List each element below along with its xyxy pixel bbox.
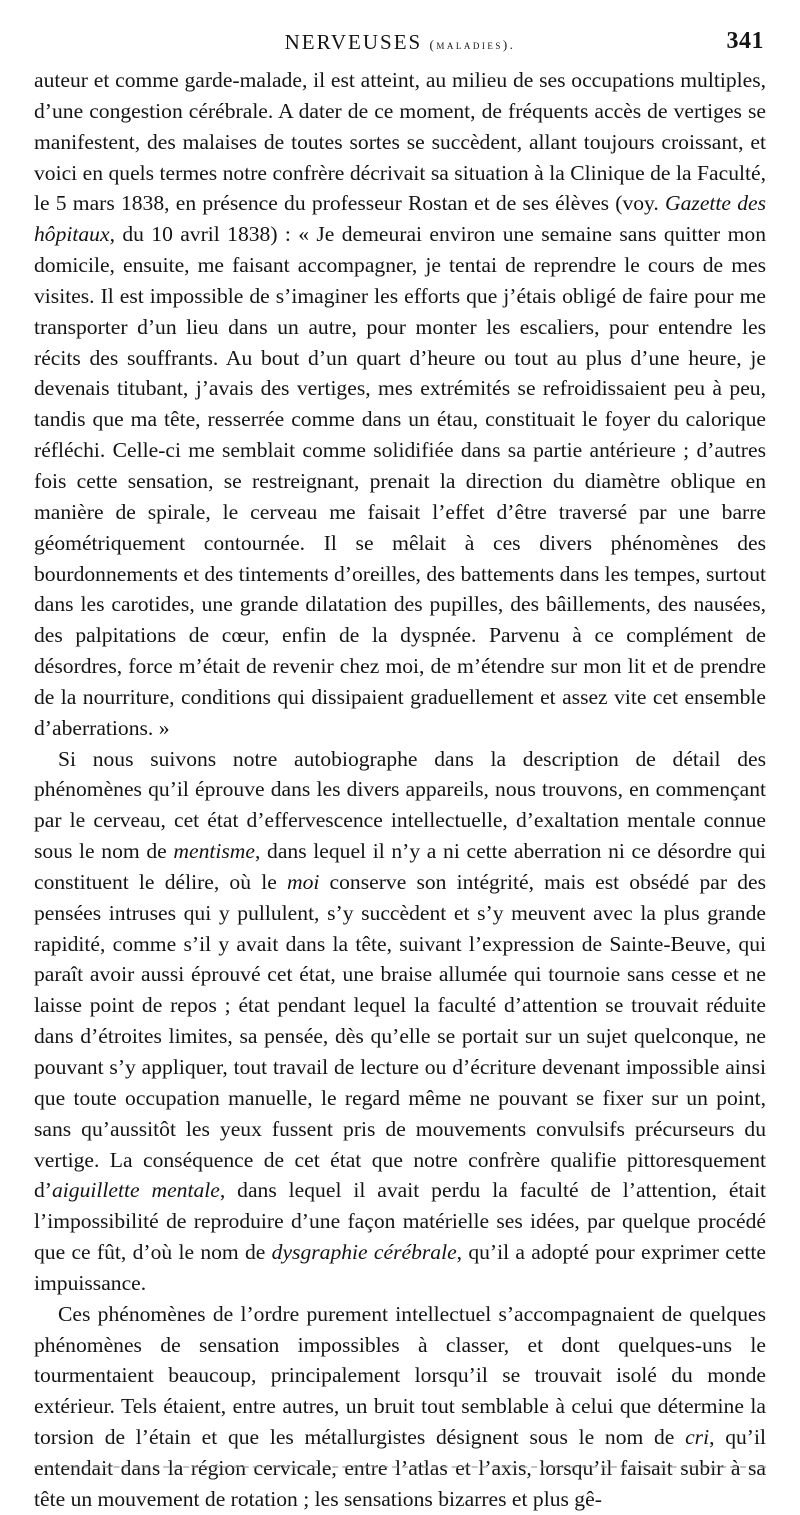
italic-term: dysgraphie cérébrale — [271, 1240, 457, 1265]
text-run: , qu’il a adopté pour exprimer cette impuissance. — [34, 1240, 766, 1295]
page-number: 341 — [726, 28, 764, 54]
text-run: , du 10 avril 1838) : « Je demeurai environ une semaine sans quitter mon domicile, ensuite, me faisant accompagner, je tentai de reprendre le cours de mes visites. Il est impossible de s’imaginer les efforts que j’étais obligé de faire pour me transporter d’un lieu dans un autre, pour monter les escaliers, pour entendre les récits des souffrants. Au bout d’un quart d’heure ou tout au plus d’une heure, je devenais titubant, j’avais des vertiges, mes extrémités se refroidissaient peu à peu, tandis que ma tête, resserrée comme dans un étau, constituait le foyer du calorique réfléchi. Celle-ci me semblait comme solidifiée dans sa partie antérieure ; d’autres fois cette sensation, se restreignant, prenait la direction du diamètre oblique en manière de spirale, le cerveau me faisait l’effet d’être traversé par une barre géométriquement contournée. Il se mêlait à ces divers phénomènes des bourdonnements et des tintements d’oreilles, des battements dans les tempes, surtout dans les carotides, une grande dilatation des pupilles, des bâillements, des nausées, des palpitations de cœur, enfin de la dyspnée. Parvenu à ce complément de désordres, force m’était de revenir chez moi, de m’étendre sur mon lit et de prendre de la nourriture, conditions qui dissipaient graduellement et assez vite cet ensemble d’aberrations. » — [34, 222, 766, 740]
body-text — [34, 65, 766, 1515]
italic-term: moi — [286, 869, 320, 894]
running-title — [0, 30, 800, 55]
paragraph — [34, 1299, 766, 1515]
paragraph — [34, 744, 766, 1299]
text-run: Si nous suivons notre autobiographe dans la description de détail des phénomènes qu’il éprouve dans les divers appareils, nous trouvons, en commençant par le cerveau, cet état d’effervescence intellectuelle, d’exaltation mentale connue sous le nom de — [34, 746, 766, 864]
text-run: Ces phénomènes de l’ordre purement intellectuel s’accompagnaient de quelques phénomènes de sensation impossibles à classer, et dont quelques-uns le tourmentaient beaucoup, principalement lorsqu’il se trouvait isolé du monde extérieur. Tels étaient, entre autres, un bruit tout semblable à celui que détermine la torsion de l’étain et que les métallurgistes désignent sous le nom de — [34, 1301, 766, 1450]
italic-term: cri — [685, 1425, 710, 1450]
footer-rule — [34, 1466, 766, 1468]
text-run: , dans lequel il avait perdu la faculté de l’attention, était l’impossibilité de reproduire d’une façon matérielle ses idées, par quelque procédé que ce fût, d’où le nom de — [34, 1178, 766, 1265]
text-run: auteur et comme garde-malade, il est atteint, au milieu de ses occupations multiples, d’une congestion cérébrale. A dater de ce moment, de fréquents accès de vertiges se manifestent, des malaises de toutes sortes se succèdent, allant toujours croissant, et voici en quels termes notre confrère décrivait sa situation à la Clinique de la Faculté, le 5 mars 1838, en présence du professeur Rostan et de ses élèves (voy. — [34, 68, 766, 216]
text-run: , dans lequel il n’y a ni cette aberration ni ce désordre qui constituent le délire, où le — [34, 839, 766, 894]
text-run: conserve son intégrité, mais est obsédé par des pensées intruses qui y pullulent, s’y succèdent et s’y meuvent avec la plus grande rapidité, comme s’il y avait dans la tête, suivant l’expression de Sainte-Beuve, qui paraît avoir aussi éprouvé cet état, une braise allumée qui tournoie sans cesse et ne laisse point de repos ; état pendant lequel la faculté d’attention se trouvait réduite dans d’étroites limites, sa pensée, dès qu’elle se portait sur un sujet quelconque, ne pouvant s’y appliquer, tout travail de lecture ou d’écriture devenant impossible ainsi que toute occupation manuelle, le regard même ne pouvant se fixer sur un point, sans qu’aussitôt les yeux fussent pris de mouvements convulsifs précurseurs du vertige. La conséquence de cet état que notre confrère qualifie pittoresquement d’ — [34, 869, 766, 1203]
italic-term: mentisme — [173, 839, 255, 864]
paragraph — [34, 65, 766, 744]
text-run: , qu’il entendait dans la région cervicale, entre l’atlas et l’axis, lorsqu’il faisait subir à sa tête un mouvement de rotation ; les sensations bizarres et plus gê- — [34, 1425, 766, 1511]
italic-term: aiguillette mentale — [52, 1178, 220, 1203]
running-title-sub: (maladies). — [429, 37, 516, 52]
running-title-main: NERVEUSES — [284, 30, 423, 54]
italic-term: Gazette des hôpitaux — [34, 191, 766, 247]
running-header — [0, 28, 800, 62]
